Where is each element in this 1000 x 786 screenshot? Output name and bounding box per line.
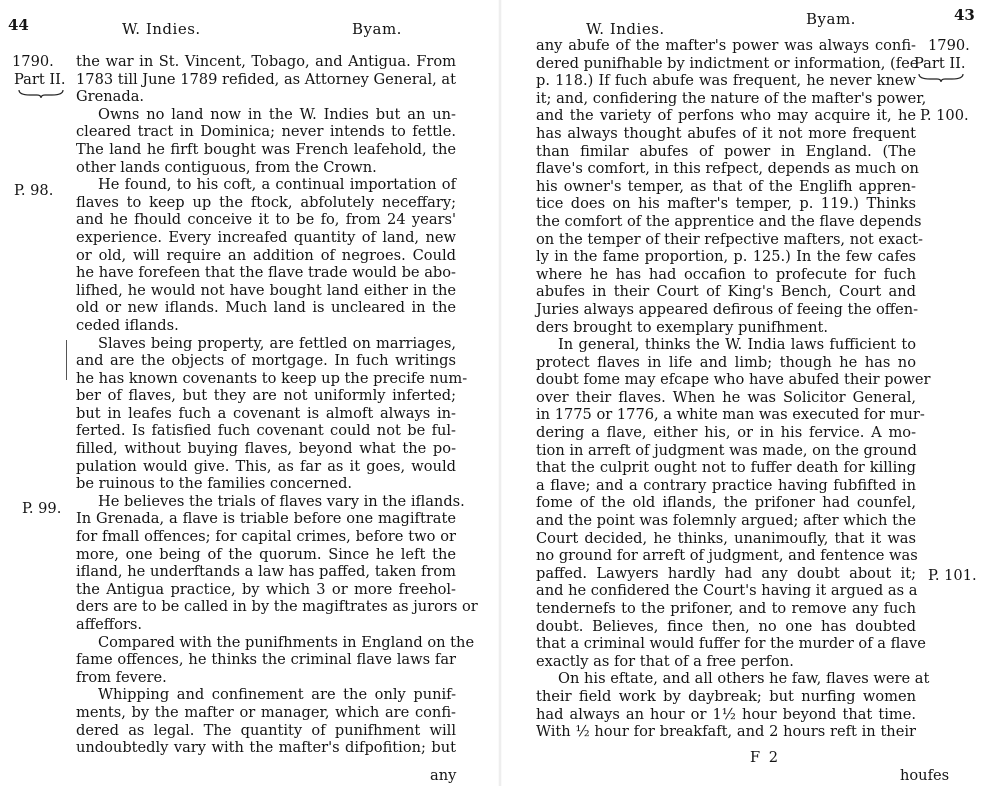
page-number: 44: [8, 16, 29, 34]
text-line: he has known covenants to keep up the precife num-: [76, 369, 468, 387]
text-line: the Antigua practice, by which 3 or more freehol-: [76, 580, 456, 598]
text-line: dered as legal. The quantity of punifhment will: [76, 721, 456, 739]
text-line: than fimilar abufes of power in England. (The: [536, 142, 916, 160]
text-line: Grenada.: [76, 88, 145, 106]
text-line: undoubtedly vary with the mafter's difpofition; but: [76, 739, 456, 757]
text-line: and he confidered the Court's having it argued as a: [536, 582, 918, 600]
text-line: Slaves being property, are fettled on marriages,: [98, 334, 456, 352]
text-line: a flave; and a contrary practice having fubfifted in: [536, 476, 916, 494]
text-line: Juries always appeared defirous of feeing the offen-: [536, 300, 919, 318]
text-line: ceded iflands.: [76, 316, 179, 334]
text-line: He believes the trials of flaves vary in the iflands.: [98, 492, 465, 510]
text-line: ments, by the mafter or manager, which are confi-: [76, 703, 456, 721]
text-line: ferted. Is fatisfied fuch covenant could not be ful-: [76, 422, 456, 440]
text-line: In general, thinks the W. India laws fufficient to: [558, 336, 916, 354]
text-line: tendernefs to the prifoner, and to remove any fuch: [536, 600, 916, 617]
text-line: pulation would give. This, as far as it goes, would: [76, 457, 456, 475]
text-line: ders are to be called in by the magiftrates as jurors or: [76, 598, 478, 616]
text-line: paffed. Lawyers hardly had any doubt about it;: [536, 564, 916, 582]
running-head-left: W. Indies.: [122, 20, 201, 38]
text-line: ly in the fame proportion, p. 125.) In the few cafes: [536, 248, 916, 266]
text-line: more, one being of the quorum. Since he left the: [76, 545, 456, 563]
text-line: flave's comfort, in this refpect, depends as much on: [536, 160, 919, 178]
margin-part: Part II.: [14, 71, 66, 88]
text-line: lifhed, he would not have bought land either in the: [76, 281, 456, 299]
text-line: or old, will require an addition of negroes. Could: [76, 246, 456, 264]
right-page: [500, 0, 1000, 786]
text-line: the war in St. Vincent, Tobago, and Antigua. From: [76, 53, 456, 70]
text-line: flaves to keep up the ftock, abfolutely neceffary;: [76, 193, 456, 211]
text-line: doubt. Believes, fince then, no one has doubted: [536, 617, 916, 635]
margin-p99: P. 99.: [22, 500, 62, 517]
text-line: exactly as for that of a free perfon.: [536, 652, 794, 670]
margin-p100: P. 100.: [920, 107, 969, 124]
text-line: old or new iflands. Much land is uncleared in the: [76, 299, 456, 317]
text-line: fome of the old iflands, the prifoner had counfel,: [536, 494, 916, 512]
text-line: tice does on his mafter's temper, p. 119.) Thinks: [536, 195, 916, 213]
right-text-block: [536, 37, 931, 741]
text-line: and are the objects of mortgage. In fuch writings: [76, 352, 456, 370]
text-line: he have forefeen that the flave trade would be abo-: [76, 264, 456, 282]
text-line: and the point was folemnly argued; after which the: [536, 512, 916, 530]
text-line: In Grenada, a flave is triable before one magiftrate: [76, 510, 456, 528]
text-line: and he fhould conceive it to be fo, from 24 years': [76, 211, 456, 229]
running-head-left: W. Indies.: [586, 20, 665, 38]
text-line: protect flaves in life and limb; though he has no: [536, 353, 916, 371]
text-line: Compared with the punifhments in England on the: [98, 633, 475, 651]
text-line: and the variety of perfons who may acquire it, he: [536, 107, 916, 125]
text-line: the comfort of the apprentice and the flave depends: [536, 212, 922, 230]
text-line: affeffors.: [76, 616, 142, 633]
text-line: On his eftate, and all others he faw, flaves were at: [558, 670, 930, 688]
margin-year: 1790.: [12, 53, 54, 70]
text-line: p. 118.) If fuch abufe was frequent, he never knew: [536, 72, 916, 90]
left-text-block: [76, 53, 478, 757]
text-line: filled, without buying flaves, beyond what the po-: [76, 440, 456, 458]
margin-p98: P. 98.: [14, 182, 54, 199]
text-line: any abufe of the mafter's power was always confi-: [536, 37, 916, 54]
text-line: fame offences, he thinks the criminal flave laws far: [76, 651, 456, 669]
text-line: tion in arreft of judgment was made, on the ground: [536, 441, 917, 459]
catchword: houfes: [900, 767, 950, 784]
text-line: where he has had occafion to profecute for fuch: [536, 265, 916, 283]
page-number: 43: [954, 6, 975, 24]
text-line: had always an hour or 1½ hour beyond that time.: [536, 705, 916, 723]
text-line: over their flaves. When he was Solicitor General,: [536, 388, 916, 406]
margin-brace: [18, 89, 64, 99]
margin-p101: P. 101.: [928, 567, 977, 584]
text-line: Court decided, he thinks, unanimoufly, that it was: [536, 529, 916, 547]
text-line: dering a flave, either his, or in his fervice. A mo-: [536, 424, 916, 442]
text-line: experience. Every increafed quantity of land, new: [76, 228, 456, 246]
text-line: abufes in their Court of King's Bench, Court and: [536, 283, 916, 301]
text-line: ifland, he underftands a law has paffed, taken from: [76, 563, 456, 581]
text-line: that the culprit ought not to fuffer death for killing: [536, 459, 916, 477]
signature-mark: F 2: [750, 749, 781, 766]
text-line: doubt fome may efcape who have abufed their power: [536, 371, 931, 389]
text-line: has always thought abufes of it not more frequent: [536, 124, 916, 142]
text-line: it; and, confidering the nature of the mafter's power,: [536, 89, 927, 107]
text-line: 1783 till June 1789 refided, as Attorney General, at: [76, 70, 456, 88]
text-line: With ½ hour for breakfaft, and 2 hours reft in their: [536, 723, 916, 741]
text-line: their field work by daybreak; but nurfing women: [536, 687, 916, 705]
text-line: but in leafes fuch a covenant is almoft always in-: [76, 404, 456, 422]
text-line: dered punifhable by indictment or information, (fee: [536, 54, 919, 72]
text-line: no ground for arreft of judgment, and fentence was: [536, 547, 918, 565]
text-line: The land he firft bought was French leafehold, the: [76, 140, 456, 158]
text-line: Whipping and confinement are the only punif-: [98, 686, 456, 704]
text-line: other lands contiguous, from the Crown.: [76, 158, 377, 176]
running-head-right: Byam.: [352, 20, 402, 38]
text-line: that a criminal would fuffer for the murder of a flave: [536, 635, 926, 653]
margin-mark: [66, 340, 67, 380]
text-line: his owner's temper, as that of the Englifh appren-: [536, 177, 916, 195]
text-line: ber of flaves, but they are not uniformly inferted;: [76, 387, 456, 405]
running-head-right: Byam.: [806, 10, 856, 28]
text-line: cleared tract in Dominica; never intends to fettle.: [76, 123, 456, 141]
catchword: any: [430, 767, 457, 784]
text-line: from fevere.: [76, 668, 167, 686]
text-line: He found, to his coft, a continual importation of: [98, 176, 456, 194]
text-line: for fmall offences; for capital crimes, before two or: [76, 528, 456, 546]
margin-brace: [918, 73, 964, 83]
text-line: Owns no land now in the W. Indies but an un-: [98, 105, 456, 123]
text-line: in 1775 or 1776, a white man was executed for mur-: [536, 406, 925, 424]
text-line: ders brought to exemplary punifhment.: [536, 318, 829, 336]
margin-part: Part II.: [914, 55, 966, 72]
text-line: be ruinous to the families concerned.: [76, 475, 353, 493]
margin-year: 1790.: [928, 37, 970, 54]
text-line: on the temper of their refpective mafters, not exact-: [536, 230, 923, 248]
